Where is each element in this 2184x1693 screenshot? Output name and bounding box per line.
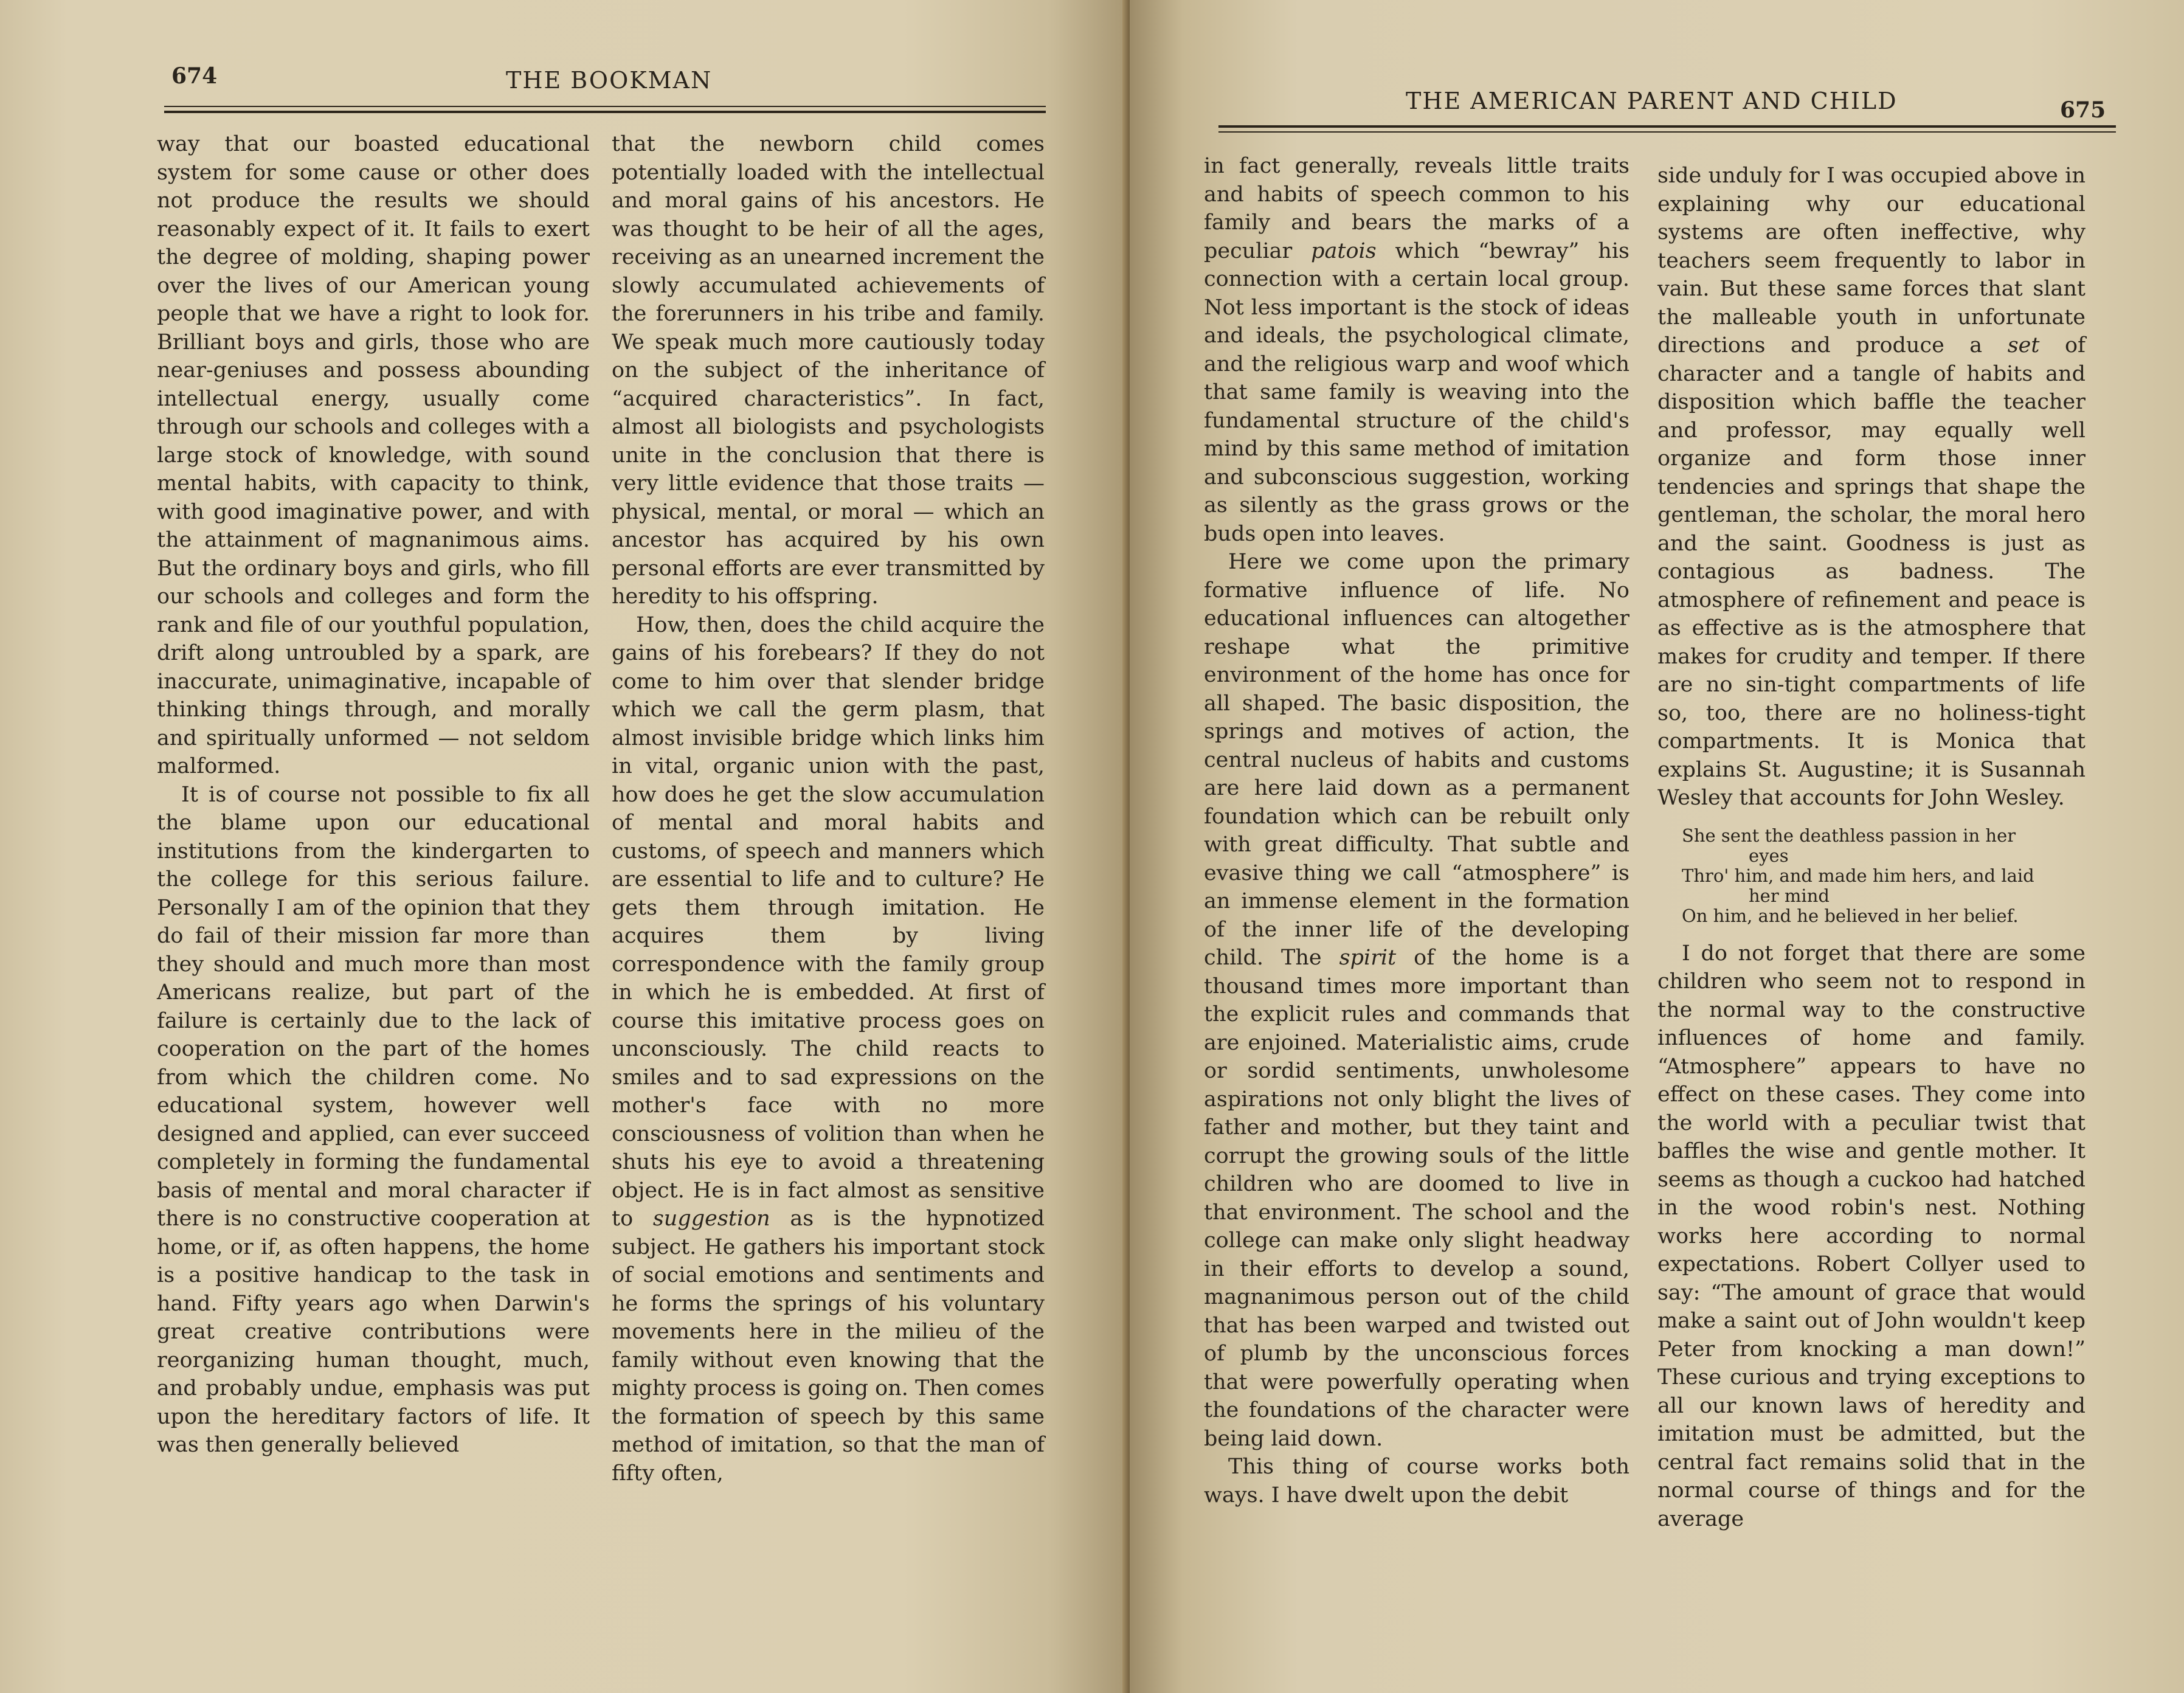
paragraph: Here we come upon the primary formative influence of life. No educational influences can altogether reshape what the primitive environment of the home has once for all shaped. The basic disposition, the springs and motives of action, the central nucleus of habits and customs are here laid down as a permanent foundation which can be rebuilt only with great difficulty. That subtle and evasive thing we call “atmosphere” is an immense element in the formation of the inner life of the developing child. The spirit of the home is a thousand times more important than the explicit rules and commands that are enjoined. Materialistic aims, crude or sordid sentiments, unwholesome aspirations not only blight the lives of father and mother, but they taint and corrupt the growing souls of the little children who are doomed to live in that environment. The school and the college can make only slight headway in their efforts to develop a sound, magnanimous person out of the child that has been warped and twisted out of plumb by the unconscious forces that were powerfully operating when the foundations of the character were being laid down. [1204, 550, 1629, 1451]
running-head: THE BOOKMAN [506, 67, 713, 94]
running-head: THE AMERICAN PARENT AND CHILD [1406, 88, 1898, 114]
header-rule-thick [164, 111, 1046, 113]
right-page-column-2 [1657, 162, 2086, 1533]
paragraph: How, then, does the child acquire the gains of his forebears? If they do not come to him over that slender bridge which we call the germ plasm, that almost invisible bridge which links him in vital, organic union with the past, how does he get the slow accumulation of mental and moral habits and customs, of speech and manners which are essential to life and to culture? He gets them through imitation. He acquires them by living correspondence with the family group in which he is embedded. At first of course this imitative process goes on unconsciously. The child reacts to smiles and to sad expressions on the mother's face with no more consciousness of volition than when he shuts his eye to avoid a threatening object. He is in fact almost as sensitive to suggestion as is the hypnotized subject. He gathers his important stock of social emotions and sentiments and he forms the springs of his voluntary movements here in the milieu of the family without even knowing that the mighty process is going on. Then comes the formation of speech by this same method of imitation, so that the man of fifty often, [612, 612, 1045, 1486]
header-rule-thick [1218, 125, 2116, 128]
left-page-column-1 [157, 130, 590, 1459]
poem-quotation [1682, 826, 2086, 926]
paragraph: This thing of course works both ways. I have dwelt upon the debit [1204, 1455, 1629, 1508]
paragraph: in fact generally, reveals little traits and habits of speech common to his family and bears the marks of a peculiar patois which “bewray” his connection with a certain local group. Not less important is the stock of ideas and ideals, the psychological climate, and the religious warp and woof which that same family is weaving into the fundamental structure of the child's mind by this same method of imitation and subconscious suggestion, working as silently as the grass grows or the buds open into leaves. [1204, 154, 1629, 546]
right-page [1130, 0, 2184, 1693]
italic-word: suggestion [652, 1207, 770, 1231]
poem-line: Thro' him, and made him hers, and laid [1682, 865, 2034, 886]
italic-word: spirit [1339, 946, 1397, 970]
header-rule-thin [1218, 131, 2116, 133]
poem-line-wrap: her mind [1749, 885, 1830, 906]
poem-line: On him, and he believed in her belief. [1682, 905, 2019, 926]
paragraph: I do not forget that there are some children who seem not to respond in the normal way to the constructive influences of home and family. “Atmosphere” appears to have no effect on these cases. They come into the world with a peculiar twist that baffles the wise and gentle mother. It seems as though a cuckoo had hatched in the wood robin's nest. Nothing works here according to normal expectations. Robert Collyer used to say: “The amount of grace that would make a saint out of John wouldn't keep Peter from knocking a man down!” These curious and trying exceptions to all our known laws of heredity and imitation must be admitted, but the central fact remains solid that in the normal course of things and for the average [1657, 941, 2086, 1531]
header-rule-thin [164, 106, 1046, 107]
poem-line-wrap: eyes [1749, 845, 1789, 866]
poem-line: She sent the deathless passion in her [1682, 825, 2016, 846]
italic-word: set [2007, 333, 2040, 358]
italic-word: patois [1311, 238, 1377, 263]
page-number: 675 [2060, 97, 2106, 123]
paragraph: way that our boasted educational system for some cause or other does not produce the results we should reasonably expect of it. It fails to exert the degree of molding, shaping power over the lives of our American young people that we have a right to look for. Brilliant boys and girls, those who are near-geniuses and possess abounding intellectual energy, usually come through our schools and colleges with a large stock of knowledge, with sound mental habits, with capacity to think, with good imaginative power, and with the attainment of magnanimous aims. But the ordinary boys and girls, who fill our schools and colleges and form the rank and file of our youthful population, drift along untroubled by a spark, are inaccurate, unimaginative, incapable of thinking things through, and morally and spiritually unformed — not seldom malformed. [157, 132, 590, 778]
left-page-column-2 [612, 130, 1045, 1487]
paragraph: It is of course not possible to fix all the blame upon our educational institutions from the kindergarten to the college for this serious failure. Personally I am of the opinion that they do fail of their mission far more than they should and much more than most Americans realize, but part of the failure is certainly due to the lack of cooperation on the part of the homes from which the children come. No educational system, however well designed and applied, can ever succeed completely in forming the fundamental basis of mental and moral character if there is no constructive cooperation at home, or if, as often happens, the home is a positive handicap to the task in hand. Fifty years ago when Darwin's great creative contributions were reorganizing human thought, much, and probably undue, emphasis was put upon the hereditary factors of life. It was then generally believed [157, 782, 590, 1457]
right-page-column-1 [1204, 152, 1629, 1509]
paragraph: that the newborn child comes potentially loaded with the intellectual and moral gains of his ancestors. He was thought to be heir of all the ages, receiving as an unearned increment the slowly accumulated achievements of the forerunners in his tribe and family. We speak much more cautiously today on the subject of the inheritance of “acquired characteristics”. In fact, almost all biologists and psychologists unite in the conclusion that there is very little evidence that those traits — physical, mental, or moral — which an ancestor has acquired by his own personal efforts are ever transmitted by heredity to his offspring. [612, 132, 1045, 609]
paragraph: side unduly for I was occupied above in explaining why our educational systems are often ineffective, why teachers seem frequently to labor in vain. But these same forces that slant the malleable youth in unfortunate directions and produce a set of character and a tangle of habits and disposition which baffle the teacher and professor, may equally well organize and form those inner tendencies and springs that shape the gentleman, the scholar, the moral hero and the saint. Goodness is just as contagious as badness. The atmosphere of refinement and peace is as effective as is the atmosphere that makes for crudity and temper. If there are no sin-tight compartments of life so, too, there are no holiness-tight compartments. It is Monica that explains St. Augustine; it is Susannah Wesley that accounts for John Wesley. [1657, 164, 2086, 810]
page-number: 674 [171, 63, 218, 89]
